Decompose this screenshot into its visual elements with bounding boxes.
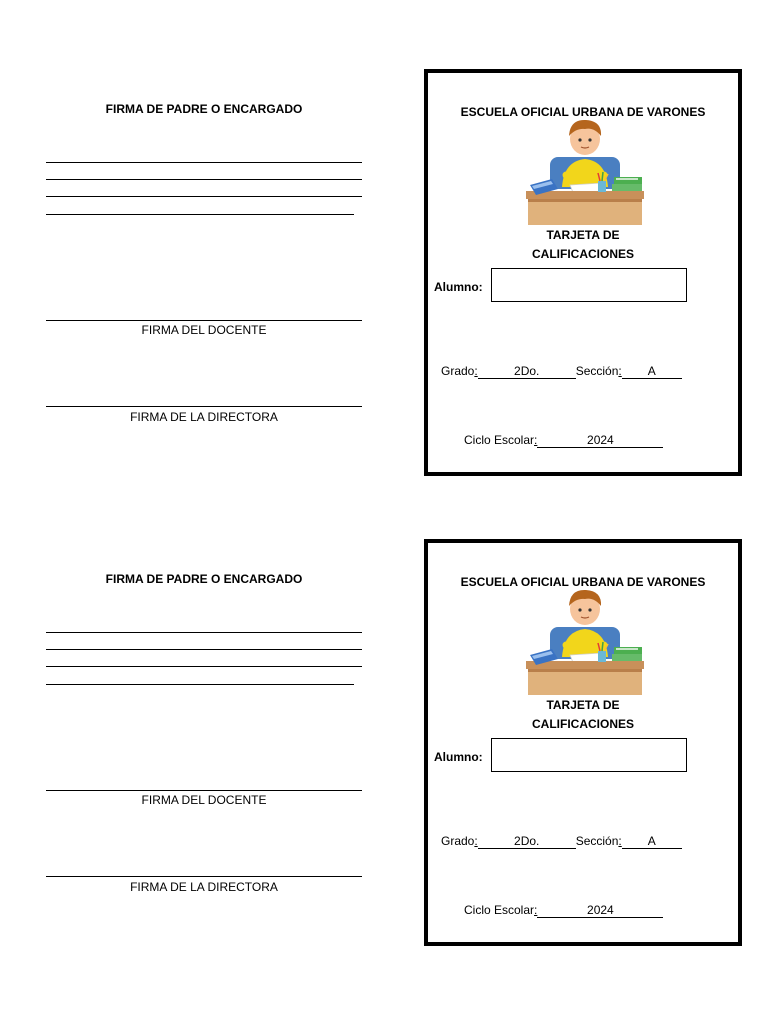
student-at-desk-illustration xyxy=(522,587,648,697)
student-label: Alumno: xyxy=(434,750,483,764)
card-title xyxy=(428,696,738,734)
teacher-signature-label: FIRMA DEL DOCENTE xyxy=(141,793,267,807)
grade-section-line: Grado: 2Do. Sección: A xyxy=(441,364,682,379)
director-signature-line xyxy=(46,406,362,407)
grade-label: Grado xyxy=(441,364,475,378)
school-year-line: Ciclo Escolar: 2024 xyxy=(464,433,663,448)
section-label: Sección xyxy=(575,834,619,848)
section-label: Sección xyxy=(575,364,619,378)
teacher-signature-line xyxy=(46,790,362,791)
card-title xyxy=(428,226,738,264)
teacher-signature-label: FIRMA DEL DOCENTE xyxy=(141,323,267,337)
card-title-line1: TARJETA DE xyxy=(546,698,620,712)
school-name: ESCUELA OFICIAL URBANA DE VARONES xyxy=(460,105,706,119)
grade-label: Grado xyxy=(441,834,475,848)
grade-value: 2Do. xyxy=(478,365,576,379)
director-signature-label: FIRMA DE LA DIRECTORA xyxy=(130,410,278,424)
teacher-signature-line xyxy=(46,320,362,321)
parent-signature-line xyxy=(46,649,362,650)
parent-signature-title: FIRMA DE PADRE O ENCARGADO xyxy=(105,102,303,116)
section-value: A xyxy=(622,835,682,849)
card-title-line1: TARJETA DE xyxy=(546,228,620,242)
report-card-block-2 xyxy=(0,470,768,940)
director-signature-line xyxy=(46,876,362,877)
student-at-desk-illustration xyxy=(522,117,648,227)
director-signature-label: FIRMA DE LA DIRECTORA xyxy=(130,880,278,894)
grade-section-line: Grado: 2Do. Sección: A xyxy=(441,834,682,849)
parent-signature-line xyxy=(46,214,354,215)
school-year-label: Ciclo Escolar xyxy=(464,903,535,917)
parent-signature-line xyxy=(46,666,362,667)
school-name: ESCUELA OFICIAL URBANA DE VARONES xyxy=(460,575,706,589)
report-card-cover xyxy=(424,69,742,476)
parent-signature-line xyxy=(46,162,362,163)
parent-signature-line xyxy=(46,196,362,197)
card-title-line2: CALIFICACIONES xyxy=(532,247,634,261)
parent-signature-line xyxy=(46,179,362,180)
parent-signature-line xyxy=(46,632,362,633)
grade-value: 2Do. xyxy=(478,835,576,849)
student-name-field[interactable] xyxy=(491,268,687,302)
school-year-line: Ciclo Escolar: 2024 xyxy=(464,903,663,918)
card-title-line2: CALIFICACIONES xyxy=(532,717,634,731)
section-value: A xyxy=(622,365,682,379)
report-card-block-1 xyxy=(0,0,768,470)
student-name-field[interactable] xyxy=(491,738,687,772)
parent-signature-title: FIRMA DE PADRE O ENCARGADO xyxy=(105,572,303,586)
parent-signature-line xyxy=(46,684,354,685)
school-year-value: 2024 xyxy=(537,904,663,918)
school-year-label: Ciclo Escolar xyxy=(464,433,535,447)
report-card-cover xyxy=(424,539,742,946)
student-label: Alumno: xyxy=(434,280,483,294)
school-year-value: 2024 xyxy=(537,434,663,448)
